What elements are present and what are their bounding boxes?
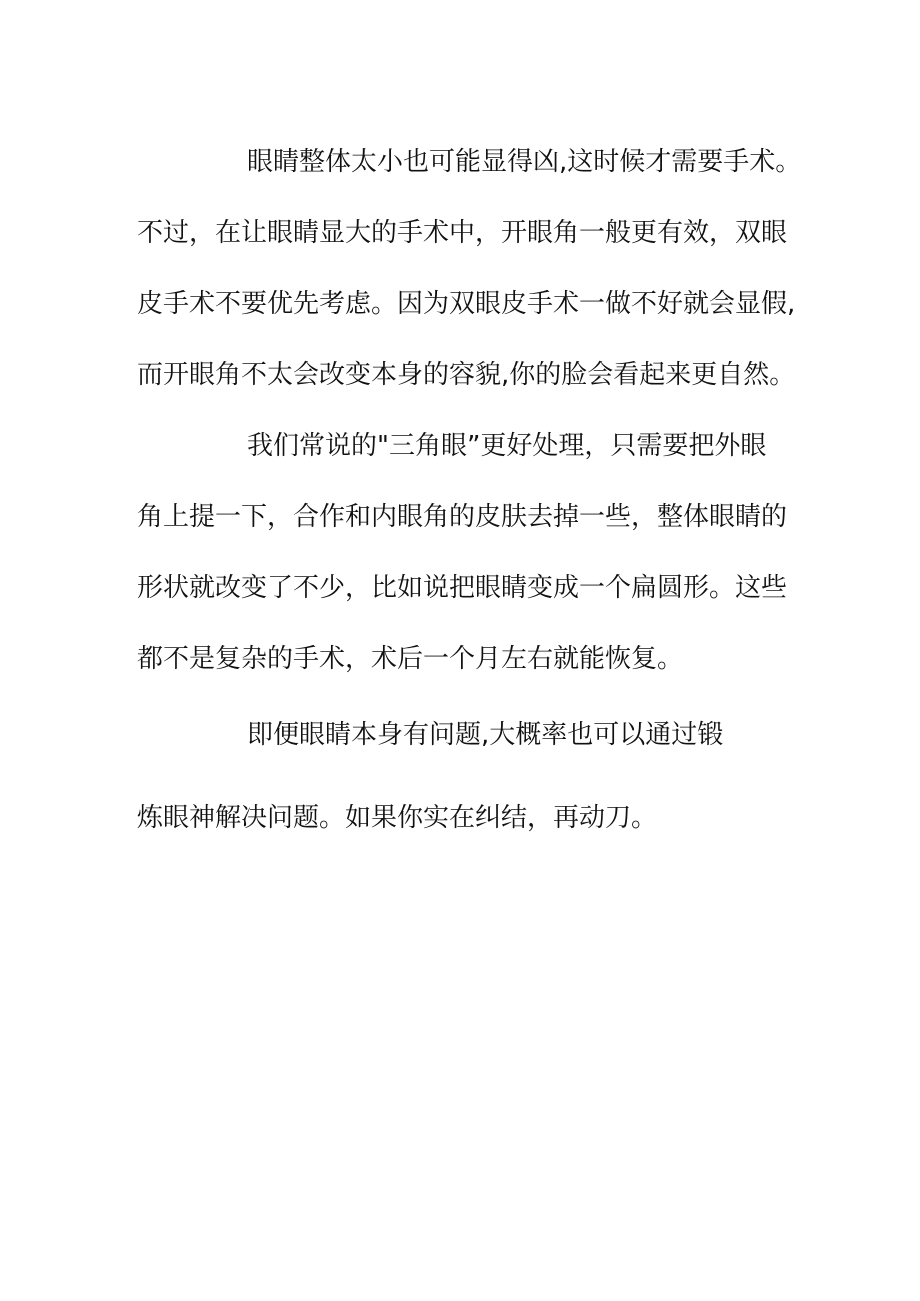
paragraph-2-line-1: 我们常说的"三角眼”更好处理，只需要把外眼	[247, 431, 767, 461]
paragraph-3-line-2: 炼眼神解决问题。如果你实在纠结，再动刀。	[137, 803, 658, 833]
paragraph-1-line-4: 而开眼角不太会改变本身的容貌,你的脸会看起来更自然。	[137, 360, 796, 390]
paragraph-2-line-3: 形状就改变了不少，比如说把眼睛变成一个扁圆形。这些	[137, 573, 788, 603]
paragraph-3-line-1: 即便眼睛本身有问题,大概率也可以通过锻	[247, 720, 724, 750]
paragraph-1-line-1: 眼睛整体太小也可能显得凶,这时候才需要手术。	[247, 147, 802, 177]
paragraph-2-line-2: 角上提一下，合作和内眼角的皮肤去掉一些，整体眼睛的	[137, 502, 788, 532]
paragraph-2-line-4: 都不是复杂的手术，术后一个月左右就能恢复。	[137, 644, 684, 674]
paragraph-1-line-3: 皮手术不要优先考虑。因为双眼皮手术一做不好就会显假,	[137, 289, 796, 319]
paragraph-1-line-2: 不过，在让眼睛显大的手术中，开眼角一般更有效，双眼	[137, 218, 788, 248]
